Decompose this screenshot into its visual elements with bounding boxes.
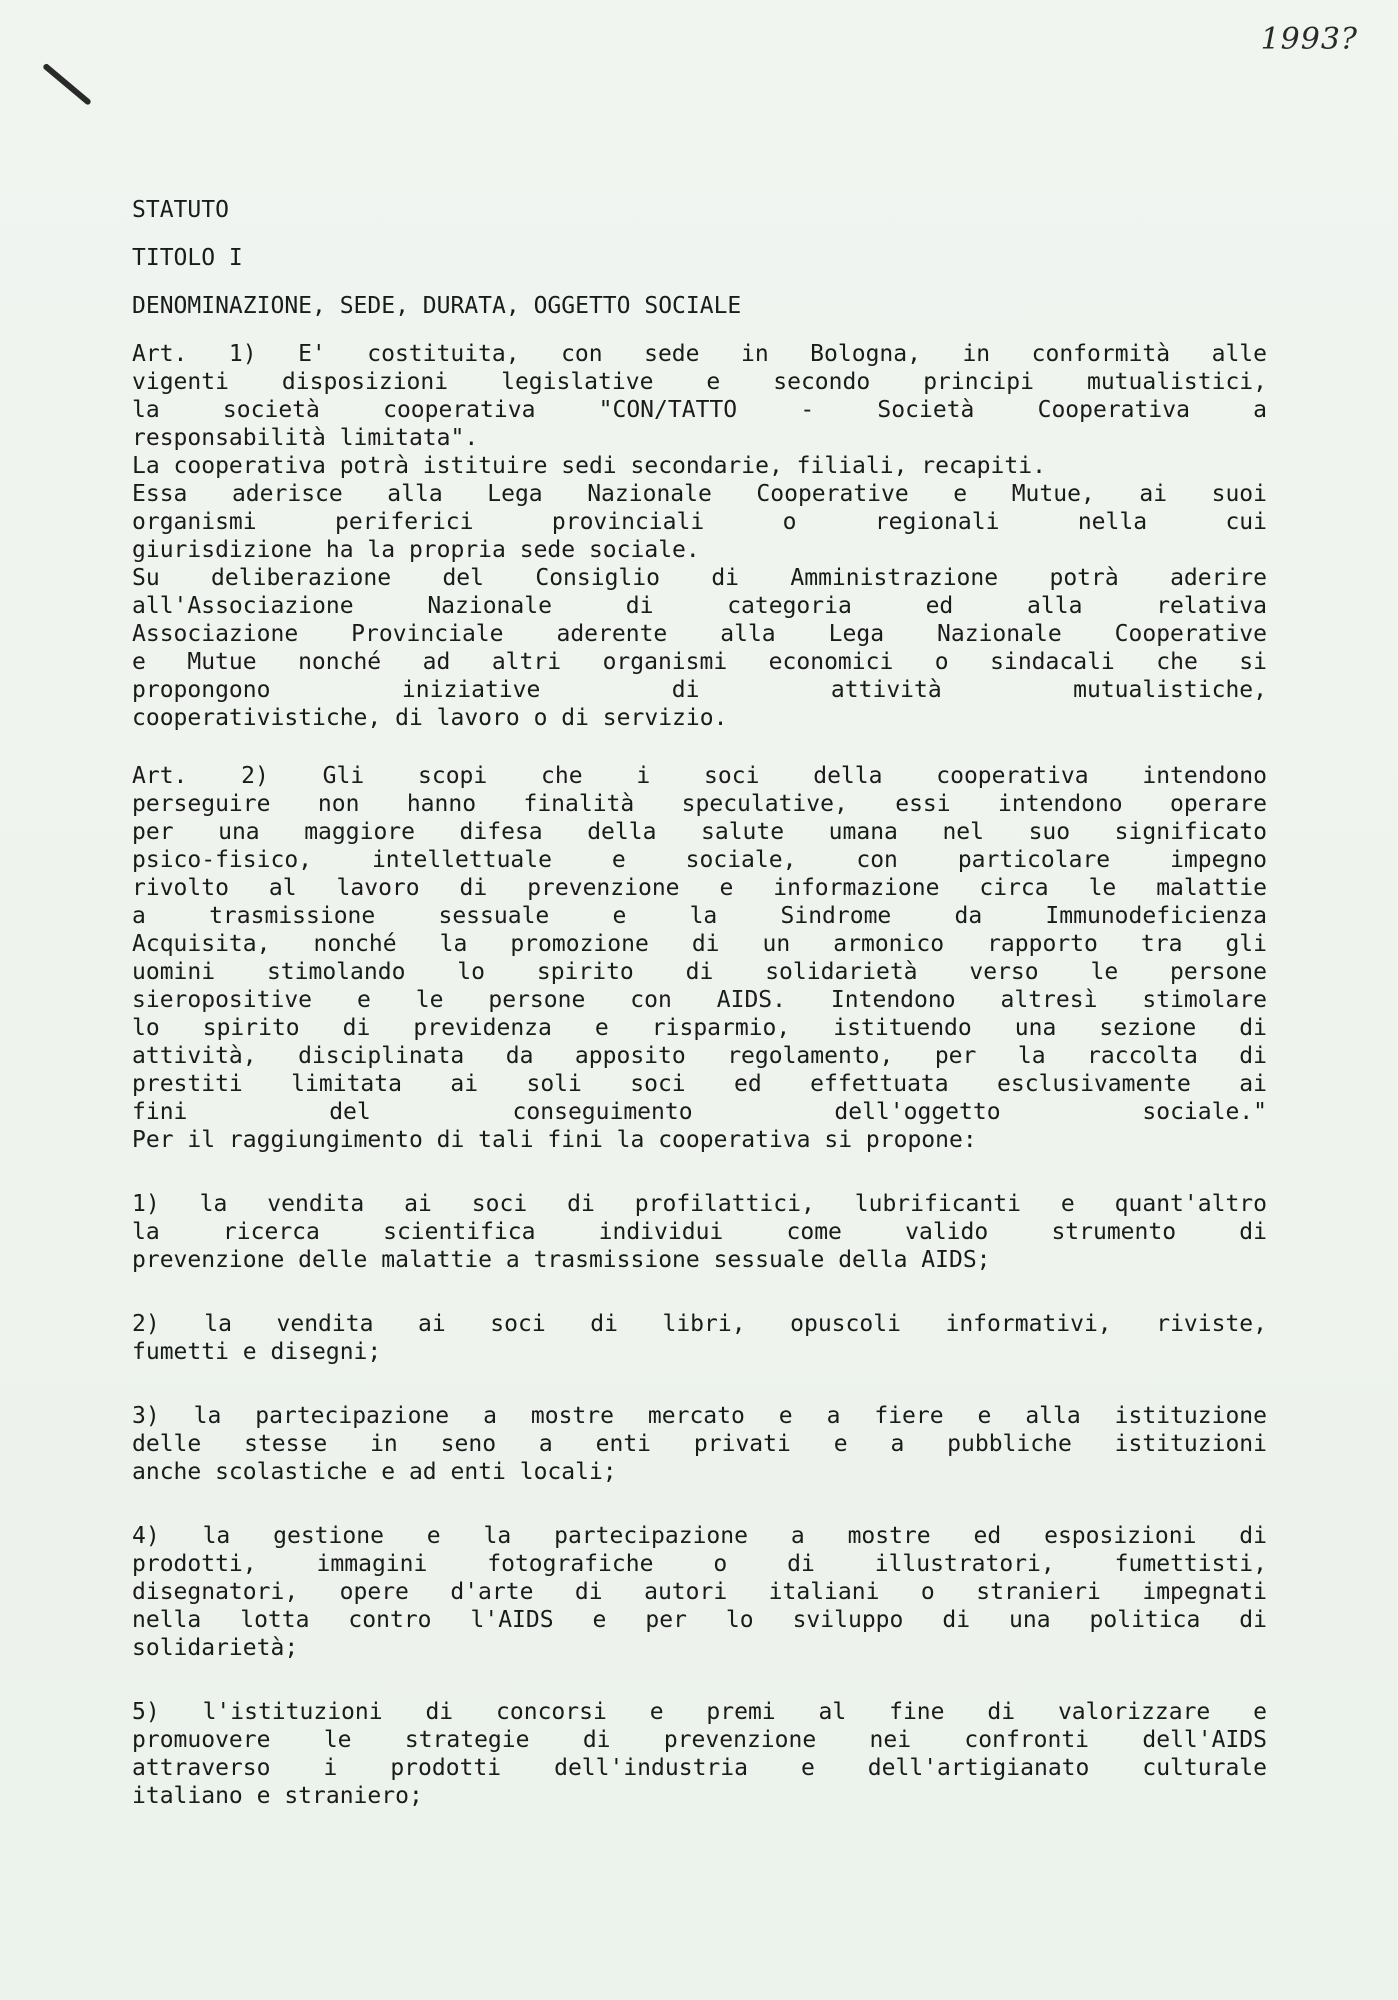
text-line: solidarietà;: [132, 1635, 299, 1661]
text-line: promuovere le strategie di prevenzione nei confronti dell'AIDS: [132, 1727, 1267, 1753]
text-line: Acquisita, nonché la promozione di un armonico rapporto tra gli: [132, 931, 1267, 957]
text-line: Art. 2) Gli scopi che i soci della cooperativa intendono: [132, 763, 1267, 789]
text-line: la ricerca scientifica individui come valido strumento di: [132, 1219, 1267, 1245]
text-line: disegnatori, opere d'arte di autori italiani o stranieri impegnati: [132, 1579, 1267, 1605]
article-2: [132, 762, 1267, 1154]
text-line: fumetti e disegni;: [132, 1339, 382, 1365]
text-line: Su deliberazione del Consiglio di Amministrazione potrà aderire: [132, 565, 1267, 591]
text-line: nella lotta contro l'AIDS e per lo sviluppo di una politica di: [132, 1607, 1267, 1633]
text-line: sieropositive e le persone con AIDS. Intendono altresì stimolare: [132, 987, 1267, 1013]
text-line: organismi periferici provinciali o regionali nella cui: [132, 509, 1267, 535]
text-line: rivolto al lavoro di prevenzione e informazione circa le malattie: [132, 875, 1267, 901]
text-line: Art. 1) E' costituita, con sede in Bologna, in conformità alle: [132, 341, 1267, 367]
text-line: 2) la vendita ai soci di libri, opuscoli informativi, riviste,: [132, 1311, 1267, 1337]
text-line: a trasmissione sessuale e la Sindrome da Immunodeficienza: [132, 903, 1267, 929]
list-item-3: [132, 1402, 1267, 1486]
text-line: 4) la gestione e la partecipazione a mostre ed esposizioni di: [132, 1523, 1267, 1549]
text-line: all'Associazione Nazionale di categoria ed alla relativa: [132, 593, 1267, 619]
text-line: 5) l'istituzioni di concorsi e premi al fine di valorizzare e: [132, 1699, 1267, 1725]
list-item-5: [132, 1698, 1267, 1810]
list-item-1: [132, 1190, 1267, 1274]
text-line: Essa aderisce alla Lega Nazionale Cooperative e Mutue, ai suoi: [132, 481, 1267, 507]
text-line: responsabilità limitata".: [132, 425, 479, 451]
text-line: psico-fisico, intellettuale e sociale, con particolare impegno: [132, 847, 1267, 873]
statute-text: [132, 196, 1267, 1810]
document-title: STATUTO: [132, 197, 229, 223]
text-line: Per il raggiungimento di tali fini la cooperativa si propone:: [132, 1127, 977, 1153]
list-item-4: [132, 1522, 1267, 1662]
article-1: [132, 340, 1267, 732]
text-line: prodotti, immagini fotografiche o di illustratori, fumettisti,: [132, 1551, 1267, 1577]
text-line: per una maggiore difesa della salute umana nel suo significato: [132, 819, 1267, 845]
text-line: e Mutue nonché ad altri organismi economici o sindacali che si: [132, 649, 1267, 675]
text-line: perseguire non hanno finalità speculative, essi intendono operare: [132, 791, 1267, 817]
text-line: italiano e straniero;: [132, 1783, 423, 1809]
text-line: fini del conseguimento dell'oggetto sociale.": [132, 1099, 1267, 1125]
text-line: La cooperativa potrà istituire sedi secondarie, filiali, recapiti.: [132, 453, 1046, 479]
text-line: prestiti limitata ai soli soci ed effettuata esclusivamente ai: [132, 1071, 1267, 1097]
text-line: prevenzione delle malattie a trasmissione sessuale della AIDS;: [132, 1247, 991, 1273]
text-line: la società cooperativa "CON/TATTO - Società Cooperativa a: [132, 397, 1267, 423]
text-line: Associazione Provinciale aderente alla Lega Nazionale Cooperative: [132, 621, 1267, 647]
text-line: attraverso i prodotti dell'industria e dell'artigianato culturale: [132, 1755, 1267, 1781]
handwritten-year-note: 1993?: [1260, 22, 1358, 57]
text-line: vigenti disposizioni legislative e secondo principi mutualistici,: [132, 369, 1267, 395]
section-subtitle: DENOMINAZIONE, SEDE, DURATA, OGGETTO SOCIALE: [132, 293, 742, 319]
corner-pen-mark: [42, 63, 92, 106]
section-title: TITOLO I: [132, 245, 243, 271]
list-item-2: [132, 1310, 1267, 1366]
text-line: attività, disciplinata da apposito regolamento, per la raccolta di: [132, 1043, 1267, 1069]
text-line: anche scolastiche e ad enti locali;: [132, 1459, 617, 1485]
text-line: cooperativistiche, di lavoro o di servizio.: [132, 705, 728, 731]
text-line: giurisdizione ha la propria sede sociale.: [132, 537, 700, 563]
text-line: delle stesse in seno a enti privati e a pubbliche istituzioni: [132, 1431, 1267, 1457]
text-line: uomini stimolando lo spirito di solidarietà verso le persone: [132, 959, 1267, 985]
text-line: 3) la partecipazione a mostre mercato e a fiere e alla istituzione: [132, 1403, 1267, 1429]
text-line: 1) la vendita ai soci di profilattici, lubrificanti e quant'altro: [132, 1191, 1267, 1217]
text-line: lo spirito di previdenza e risparmio, istituendo una sezione di: [132, 1015, 1267, 1041]
text-line: propongono iniziative di attività mutualistiche,: [132, 677, 1267, 703]
